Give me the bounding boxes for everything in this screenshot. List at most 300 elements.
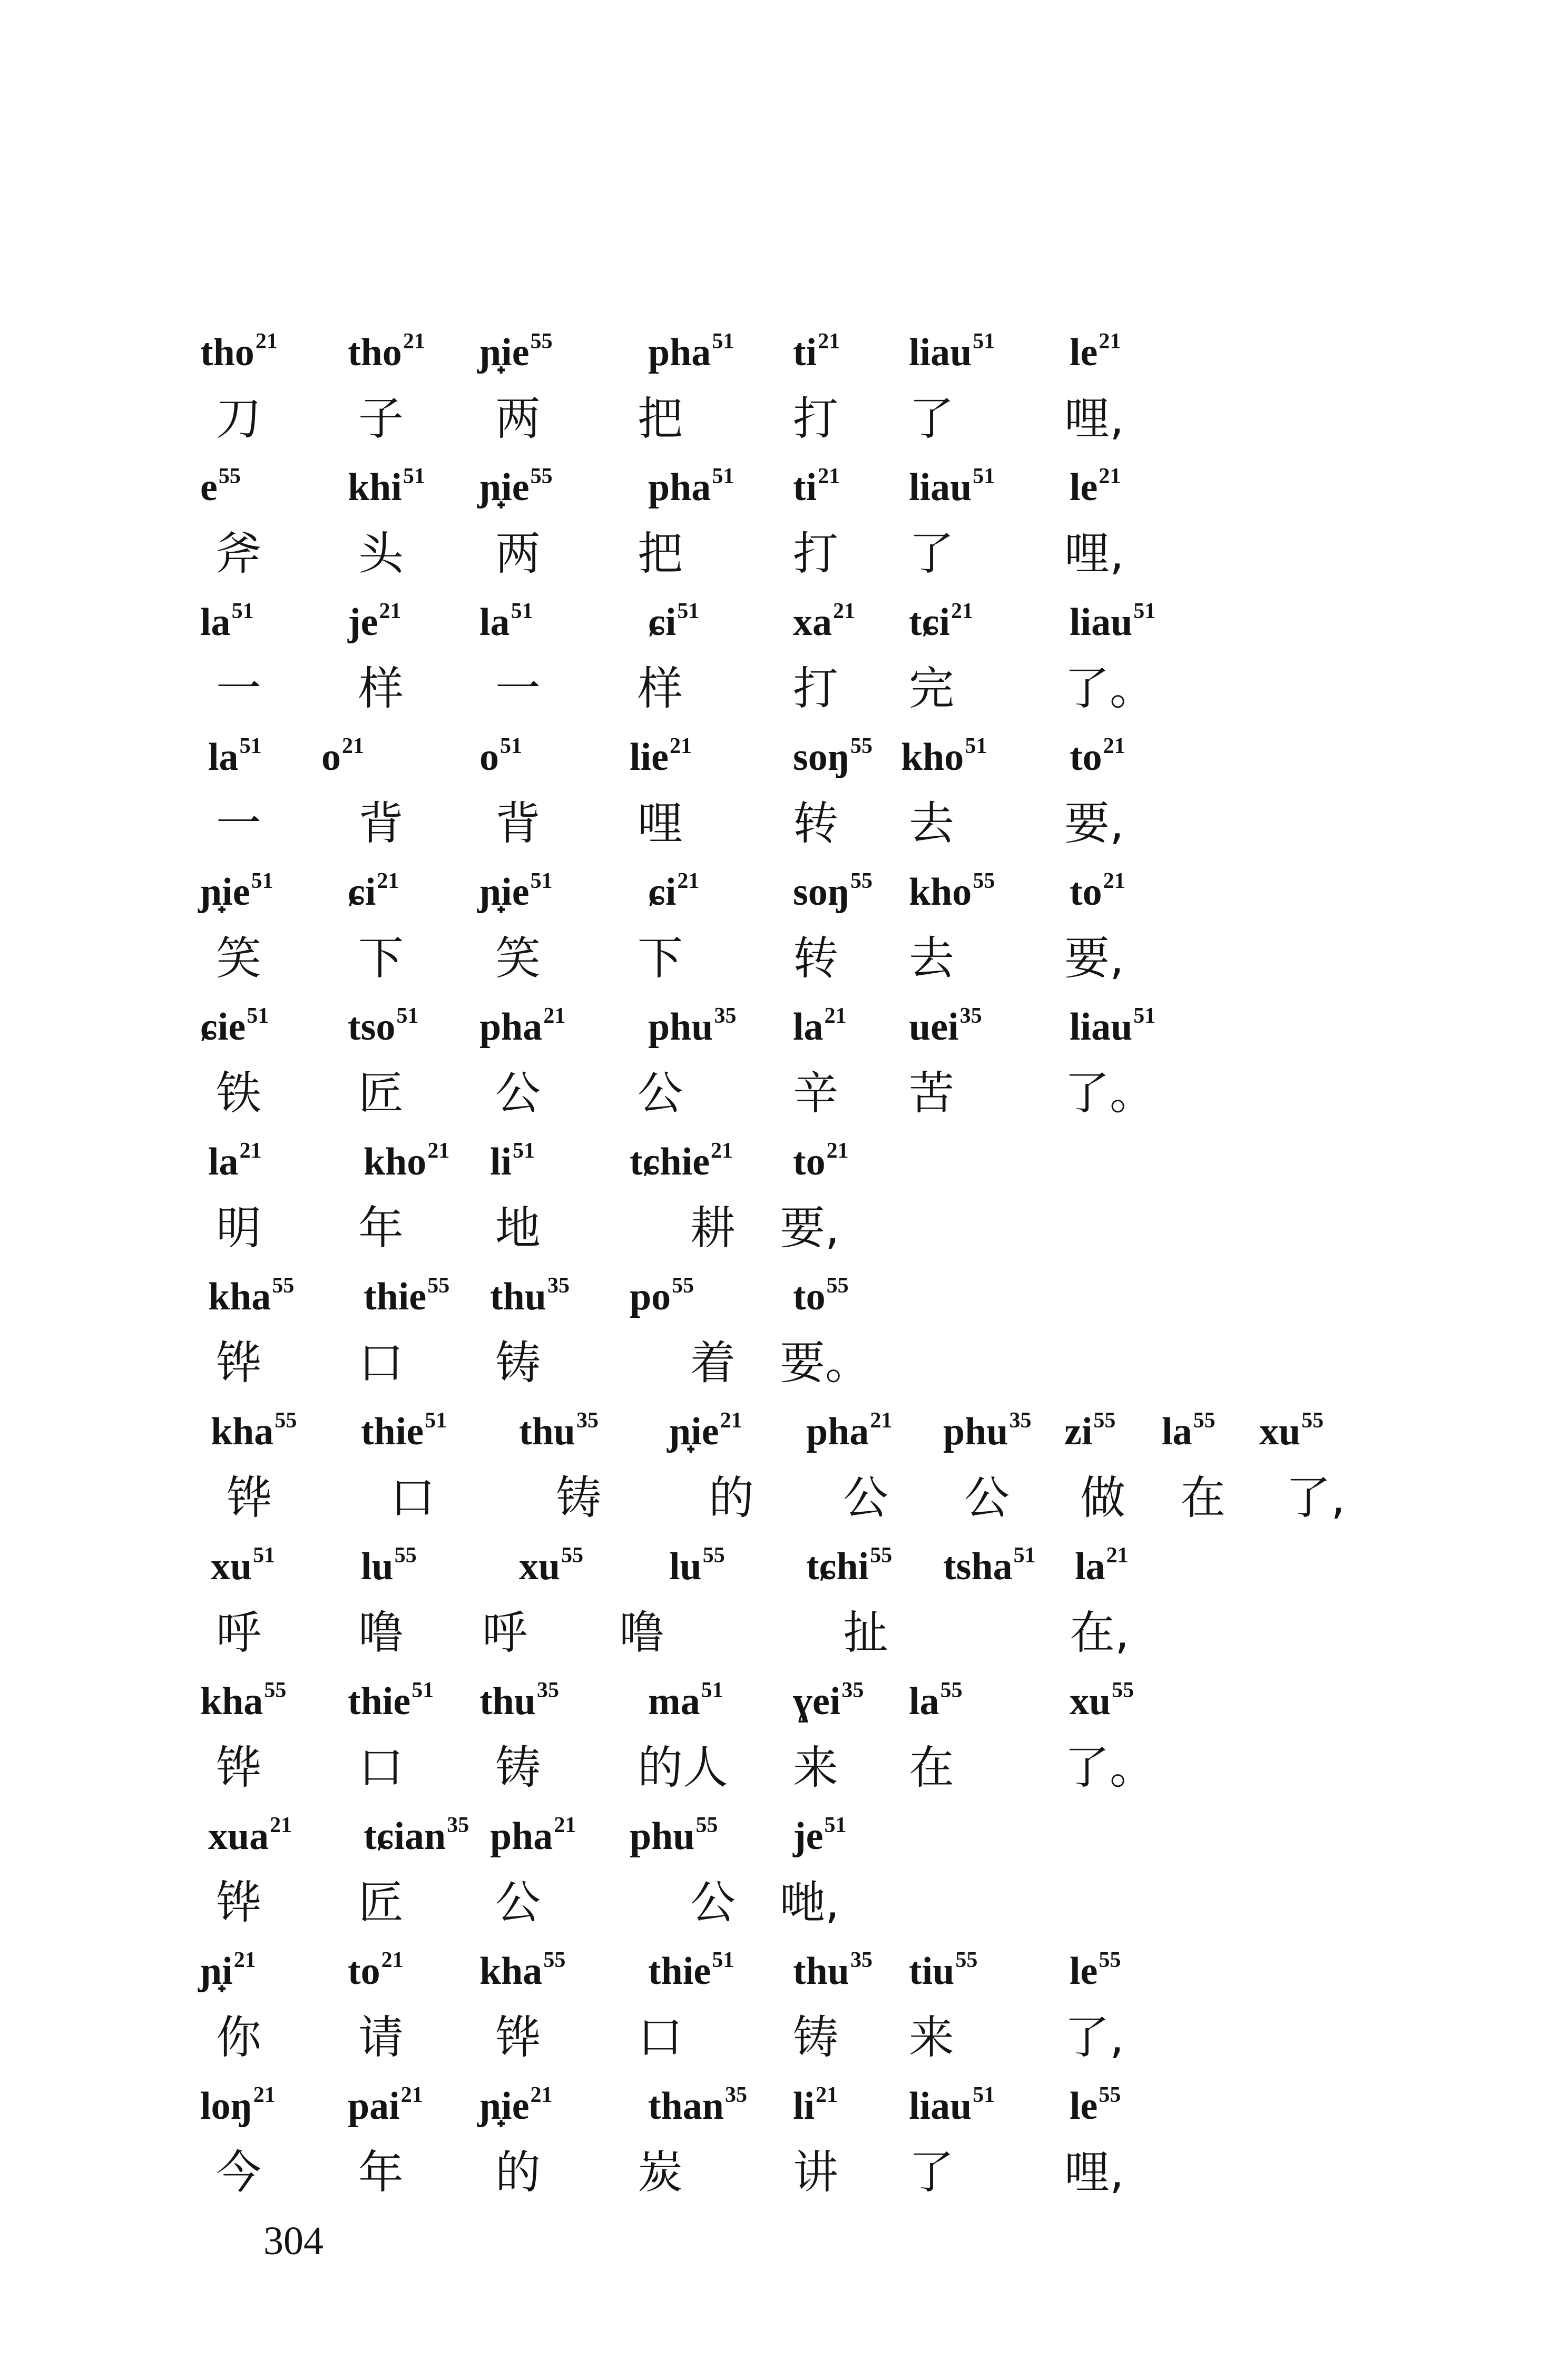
chinese-word: 地: [495, 1202, 541, 1255]
chinese-word: 苦: [909, 1067, 954, 1120]
tone-number: 55: [1193, 1408, 1216, 1433]
syllable: $ɲ̟ie^{55}$: [479, 464, 553, 509]
syllable: $li^{51}$: [490, 1139, 535, 1183]
tone-number: 55: [394, 1543, 417, 1568]
syllable: thu$^{35}$: [490, 1274, 570, 1318]
syllable: $lu^{55}$: [361, 1543, 417, 1588]
tone-number: 21: [381, 1948, 404, 1972]
syllable: $ɲ̟ie^{21}$: [669, 1408, 742, 1453]
chinese-word: 明: [216, 1202, 261, 1255]
chinese-word: 把: [638, 527, 683, 580]
tone-number: 21: [233, 1948, 256, 1972]
chinese-word: 一: [216, 662, 261, 715]
chinese-word: 今: [216, 2146, 261, 2199]
tone-number: 51: [425, 1408, 447, 1433]
syllable: kho$^{21}$: [364, 1139, 450, 1183]
transcription-line: [0, 1267, 1568, 1335]
chinese-word: 打: [793, 527, 838, 580]
syllable: $xu^{51}$: [211, 1543, 276, 1588]
chinese-word: 的: [709, 1472, 754, 1524]
tone-number: 21: [833, 599, 855, 623]
syllable: thie$^{55}$: [364, 1274, 450, 1318]
transcription-line: [0, 997, 1568, 1065]
chinese-word: 铧: [216, 1741, 261, 1794]
syllable: $e^{55}$: [200, 464, 241, 509]
chinese-word: 了,: [1286, 1472, 1346, 1524]
chinese-word: 样: [358, 662, 404, 715]
tone-number: 55: [940, 1678, 963, 1702]
tone-number: 55: [530, 329, 553, 354]
chinese-word: 匠: [358, 1876, 404, 1929]
syllable: $ɲ̟ie^{51}$: [200, 869, 273, 914]
syllable: $la^{55}$: [909, 1678, 963, 1723]
chinese-word: 一: [216, 797, 261, 850]
syllable: pha$^{51}$: [648, 329, 734, 374]
chinese-word: 了。: [1064, 1067, 1155, 1120]
chinese-word: 了: [909, 2146, 954, 2199]
chinese-word: 一: [495, 662, 541, 715]
transcription-line: [0, 1537, 1568, 1605]
syllable: thie$^{51}$: [648, 1948, 734, 1993]
tone-number: 21: [1099, 329, 1121, 354]
chinese-word: 的人: [638, 1741, 728, 1794]
tone-number: 21: [824, 1004, 847, 1028]
chinese-word: 背: [495, 797, 541, 850]
tone-number: 51: [712, 1948, 734, 1972]
transcription-line: [0, 1941, 1568, 2010]
syllable: $la^{21}$: [208, 1139, 262, 1183]
syllable: liau$^{51}$: [909, 464, 995, 509]
chinese-word: 头: [358, 527, 404, 580]
tone-number: 55: [218, 464, 241, 488]
chinese-word: 铸: [495, 1337, 541, 1389]
chinese-word: 在,: [1070, 1607, 1130, 1659]
chinese-word: 做: [1080, 1472, 1125, 1524]
chinese-word: 斧: [216, 527, 261, 580]
tone-number: 55: [275, 1408, 297, 1433]
chinese-word: 的: [495, 2146, 541, 2199]
tone-number: 35: [850, 1948, 873, 1972]
syllable: $to^{21}$: [348, 1948, 404, 1993]
chinese-line: [0, 1874, 1568, 1942]
syllable: khi$^{51}$: [348, 464, 425, 509]
chinese-word: 耕: [690, 1202, 736, 1255]
syllable: $le^{55}$: [1070, 1948, 1121, 1993]
chinese-word: 哩: [638, 797, 683, 850]
chinese-line: [0, 1199, 1568, 1268]
tone-number: 35: [1009, 1408, 1032, 1433]
tone-number: 21: [1099, 464, 1121, 488]
syllable: $je^{51}$: [793, 1813, 847, 1858]
syllable: tho$^{21}$: [200, 329, 278, 374]
tone-number: 55: [973, 869, 995, 893]
syllable: pha$^{21}$: [479, 1004, 566, 1049]
chinese-word: 在: [909, 1741, 954, 1794]
tone-number: 21: [1103, 734, 1125, 758]
tone-number: 21: [554, 1813, 576, 1837]
syllable: liau$^{51}$: [909, 2083, 995, 2128]
syllable: $xa^{21}$: [793, 599, 855, 644]
tone-number: 55: [561, 1543, 584, 1568]
chinese-word: 公: [964, 1472, 1010, 1524]
syllable: ɣei$^{35}$: [793, 1678, 864, 1723]
syllable: $zi^{55}$: [1064, 1408, 1116, 1453]
syllable: tiu$^{55}$: [909, 1948, 978, 1993]
chinese-word: 了。: [1064, 1741, 1155, 1794]
chinese-word: 公: [690, 1876, 736, 1929]
tone-number: 51: [1133, 599, 1156, 623]
syllable: than$^{35}$: [648, 2083, 747, 2128]
chinese-word: 口: [390, 1472, 435, 1524]
chinese-word: 炭: [638, 2146, 683, 2199]
tone-number: 35: [841, 1678, 864, 1702]
chinese-word: 铧: [216, 1337, 261, 1389]
tone-number: 55: [1093, 1408, 1116, 1433]
tone-number: 55: [1099, 1948, 1121, 1972]
syllable: pai$^{21}$: [348, 2083, 423, 2128]
chinese-word: 两: [495, 393, 541, 445]
syllable: tho$^{21}$: [348, 329, 425, 374]
transcription-line: [0, 1671, 1568, 1740]
tone-number: 21: [270, 1813, 292, 1837]
tone-number: 21: [1106, 1543, 1129, 1568]
chinese-word: 要,: [1064, 797, 1124, 850]
syllable: $li^{21}$: [793, 2083, 838, 2128]
syllable: $o^{51}$: [479, 734, 522, 779]
syllable: $xu^{55}$: [1070, 1678, 1134, 1723]
tone-number: 51: [403, 464, 425, 488]
tone-number: 51: [396, 1004, 419, 1028]
chinese-word: 着: [690, 1337, 736, 1389]
tone-number: 35: [724, 2083, 747, 2107]
tone-number: 55: [850, 869, 873, 893]
tone-number: 51: [677, 599, 700, 623]
transcription-line: [0, 1806, 1568, 1875]
syllable: $ma^{51}$: [648, 1678, 723, 1723]
syllable: $le^{55}$: [1070, 2083, 1121, 2128]
syllable: $to^{55}$: [793, 1274, 849, 1318]
tone-number: 21: [400, 2083, 423, 2107]
syllable: kha$^{55}$: [200, 1678, 287, 1723]
syllable: tɕian$^{35}$: [364, 1813, 469, 1858]
syllable: soŋ$^{55}$: [793, 869, 873, 914]
chinese-word: 铧: [495, 2011, 541, 2064]
syllable: liau$^{51}$: [1070, 1004, 1156, 1049]
chinese-word: 两: [495, 527, 541, 580]
tone-number: 51: [530, 869, 553, 893]
syllable: phu$^{35}$: [943, 1408, 1032, 1453]
chinese-word: 笑: [495, 932, 541, 985]
tone-number: 55: [264, 1678, 287, 1702]
tone-number: 21: [669, 734, 692, 758]
transcription-line: [0, 1402, 1568, 1470]
tone-number: 55: [695, 1813, 718, 1837]
syllable: $la^{51}$: [200, 599, 254, 644]
chinese-word: 请: [358, 2011, 404, 2064]
tone-number: 55: [955, 1948, 978, 1972]
tone-number: 21: [677, 869, 700, 893]
syllable: phu$^{35}$: [648, 1004, 737, 1049]
chinese-word: 年: [358, 1202, 404, 1255]
tone-number: 35: [714, 1004, 737, 1028]
tone-number: 35: [547, 1274, 570, 1298]
syllable: $to^{21}$: [793, 1139, 849, 1183]
chinese-word: 公: [638, 1067, 683, 1120]
chinese-word: 要,: [1064, 932, 1124, 985]
chinese-word: 要,: [780, 1202, 840, 1255]
chinese-word: 哩,: [1064, 527, 1124, 580]
tone-number: 21: [253, 2083, 276, 2107]
chinese-word: 铁: [216, 1067, 261, 1120]
syllable: lie$^{21}$: [630, 734, 692, 779]
tone-number: 51: [824, 1813, 847, 1837]
tone-number: 55: [1112, 1678, 1134, 1702]
syllable: $ti^{21}$: [793, 464, 840, 509]
chinese-line: [0, 795, 1568, 863]
chinese-line: [0, 929, 1568, 998]
tone-number: 21: [379, 599, 401, 623]
chinese-word: 铧: [227, 1472, 272, 1524]
tone-number: 51: [1133, 1004, 1156, 1028]
tone-number: 51: [247, 1004, 269, 1028]
transcription-line: [0, 862, 1568, 931]
chinese-word: 完: [909, 662, 954, 715]
syllable: ɕie$^{51}$: [200, 1004, 269, 1049]
chinese-word: 把: [638, 393, 683, 445]
tone-number: 51: [511, 599, 533, 623]
tone-number: 21: [711, 1139, 733, 1163]
tone-number: 21: [720, 1408, 742, 1433]
syllable: xua$^{21}$: [208, 1813, 292, 1858]
chinese-line: [0, 525, 1568, 593]
chinese-word: 辛: [793, 1067, 838, 1120]
syllable: $la^{55}$: [1162, 1408, 1216, 1453]
chinese-word: 铧: [216, 1876, 261, 1929]
syllable: $to^{21}$: [1070, 734, 1125, 779]
tone-number: 51: [253, 1543, 276, 1568]
chinese-word: 下: [358, 932, 404, 985]
chinese-word: 子: [358, 393, 404, 445]
chinese-word: 去: [909, 932, 954, 985]
tone-number: 55: [702, 1543, 725, 1568]
chinese-word: 铸: [495, 1741, 541, 1794]
syllable: $ti^{21}$: [793, 329, 840, 374]
chinese-word: 来: [909, 2011, 954, 2064]
page-number: 304: [263, 2219, 324, 2263]
tone-number: 21: [1103, 869, 1125, 893]
tone-number: 21: [342, 734, 364, 758]
tone-number: 55: [1301, 1408, 1324, 1433]
tone-number: 55: [543, 1948, 566, 1972]
tone-number: 51: [973, 329, 995, 354]
syllable: $la^{21}$: [793, 1004, 847, 1049]
syllable: kho$^{51}$: [901, 734, 987, 779]
tone-number: 51: [712, 329, 734, 354]
chinese-word: 了。: [1064, 662, 1155, 715]
syllable: phu$^{55}$: [630, 1813, 718, 1858]
syllable: $to^{21}$: [1070, 869, 1125, 914]
syllable: thie$^{51}$: [361, 1408, 447, 1453]
syllable: liau$^{51}$: [1070, 599, 1156, 644]
tone-number: 21: [826, 1139, 849, 1163]
chinese-word: 匠: [358, 1067, 404, 1120]
syllable: tɕhi$^{55}$: [806, 1543, 893, 1588]
tone-number: 51: [973, 2083, 995, 2107]
tone-number: 51: [712, 464, 734, 488]
chinese-word: 打: [793, 662, 838, 715]
transcription-line: [0, 457, 1568, 526]
syllable: $le^{21}$: [1070, 464, 1121, 509]
tone-number: 21: [818, 329, 840, 354]
transcription-line: [0, 592, 1568, 661]
chinese-line: [0, 660, 1568, 728]
tone-number: 51: [1013, 1543, 1036, 1568]
tone-number: 21: [255, 329, 278, 354]
syllable: ɕi$^{21}$: [348, 869, 399, 914]
tone-number: 21: [403, 329, 425, 354]
chinese-word: 呼: [216, 1607, 261, 1659]
tone-number: 21: [530, 2083, 553, 2107]
syllable: $xu^{55}$: [519, 1543, 584, 1588]
chinese-word: 转: [793, 932, 838, 985]
syllable: $ɲ̟ie^{55}$: [479, 329, 553, 374]
tone-number: 55: [530, 464, 553, 488]
chinese-word: 你: [216, 2011, 261, 2064]
chinese-word: 来: [793, 1741, 838, 1794]
syllable: $la^{51}$: [479, 599, 533, 644]
syllable: $po^{55}$: [630, 1274, 694, 1318]
tone-number: 51: [513, 1139, 535, 1163]
syllable: kho$^{55}$: [909, 869, 995, 914]
tone-number: 51: [500, 734, 522, 758]
chinese-word: 下: [638, 932, 683, 985]
chinese-word: 口: [358, 1337, 404, 1389]
chinese-word: 样: [638, 662, 683, 715]
syllable: $la^{51}$: [208, 734, 262, 779]
tone-number: 51: [701, 1678, 723, 1702]
syllable: tso$^{51}$: [348, 1004, 419, 1049]
chinese-word: 了: [909, 527, 954, 580]
chinese-word: 讲: [793, 2146, 838, 2199]
chinese-word: 扯: [843, 1607, 888, 1659]
chinese-word: 噜: [358, 1607, 404, 1659]
syllable: $o^{21}$: [321, 734, 364, 779]
tone-number: 21: [816, 2083, 838, 2107]
syllable: ɕi$^{51}$: [648, 599, 700, 644]
chinese-word: 哩,: [1064, 2146, 1124, 2199]
syllable: ɕi$^{21}$: [648, 869, 700, 914]
chinese-word: 打: [793, 393, 838, 445]
syllable: soŋ$^{55}$: [793, 734, 873, 779]
chinese-line: [0, 2144, 1568, 2212]
tone-number: 35: [959, 1004, 982, 1028]
chinese-word: 口: [638, 2011, 683, 2064]
syllable: $je^{21}$: [348, 599, 401, 644]
tone-number: 21: [427, 1139, 450, 1163]
syllable: pha$^{21}$: [806, 1408, 893, 1453]
tone-number: 21: [870, 1408, 893, 1433]
chinese-line: [0, 1604, 1568, 1672]
chinese-word: 哩,: [1064, 393, 1124, 445]
syllable: liau$^{51}$: [909, 329, 995, 374]
syllable: $ɲ̟ie^{51}$: [479, 869, 553, 914]
syllable: $xu^{55}$: [1259, 1408, 1324, 1453]
tone-number: 21: [543, 1004, 566, 1028]
chinese-word: 铸: [793, 2011, 838, 2064]
chinese-word: 刀: [216, 393, 261, 445]
transcription-line: [0, 2076, 1568, 2145]
chinese-line: [0, 1739, 1568, 1807]
syllable: $ɲ̟i^{21}$: [200, 1948, 256, 1993]
syllable: tɕi$^{21}$: [909, 599, 974, 644]
chinese-word: 哋,: [780, 1876, 840, 1929]
chinese-word: 要。: [780, 1337, 870, 1389]
tone-number: 55: [1099, 2083, 1121, 2107]
syllable: pha$^{21}$: [490, 1813, 576, 1858]
chinese-word: 去: [909, 797, 954, 850]
syllable: kha$^{55}$: [479, 1948, 566, 1993]
tone-number: 51: [965, 734, 987, 758]
syllable: kha$^{55}$: [211, 1408, 297, 1453]
tone-number: 35: [447, 1813, 469, 1837]
tone-number: 55: [272, 1274, 295, 1298]
chinese-word: 噜: [619, 1607, 664, 1659]
syllable: loŋ$^{21}$: [200, 2083, 276, 2128]
chinese-word: 转: [793, 797, 838, 850]
tone-number: 51: [973, 464, 995, 488]
chinese-word: 了: [909, 393, 954, 445]
tone-number: 55: [427, 1274, 450, 1298]
chinese-word: 了,: [1064, 2011, 1124, 2064]
tone-number: 55: [870, 1543, 893, 1568]
chinese-word: 年: [358, 2146, 404, 2199]
syllable: kha$^{55}$: [208, 1274, 295, 1318]
chinese-word: 铸: [556, 1472, 601, 1524]
chinese-line: [0, 1064, 1568, 1133]
chinese-word: 公: [495, 1876, 541, 1929]
tone-number: 55: [672, 1274, 694, 1298]
chinese-word: 口: [358, 1741, 404, 1794]
syllable: thu$^{35}$: [479, 1678, 559, 1723]
tone-number: 21: [818, 464, 840, 488]
tone-number: 51: [231, 599, 254, 623]
transcription-line: [0, 322, 1568, 391]
tone-number: 21: [951, 599, 974, 623]
syllable: $le^{21}$: [1070, 329, 1121, 374]
tone-number: 55: [850, 734, 873, 758]
syllable: thu$^{35}$: [793, 1948, 873, 1993]
transcription-line: [0, 1132, 1568, 1200]
tone-number: 51: [239, 734, 262, 758]
tone-number: 51: [411, 1678, 434, 1702]
chinese-word: 公: [495, 1067, 541, 1120]
syllable: thie$^{51}$: [348, 1678, 434, 1723]
chinese-line: [0, 390, 1568, 458]
tone-number: 21: [239, 1139, 262, 1163]
syllable: $ɲ̟ie^{21}$: [479, 2083, 553, 2128]
syllable: $la^{21}$: [1075, 1543, 1129, 1588]
chinese-word: 笑: [216, 932, 261, 985]
chinese-line: [0, 2009, 1568, 2077]
syllable: pha$^{51}$: [648, 464, 734, 509]
chinese-word: 呼: [482, 1607, 527, 1659]
tone-number: 35: [536, 1678, 559, 1702]
chinese-word: 背: [358, 797, 404, 850]
syllable: thu$^{35}$: [519, 1408, 599, 1453]
syllable: uei$^{35}$: [909, 1004, 982, 1049]
tone-number: 35: [576, 1408, 599, 1433]
tone-number: 55: [826, 1274, 849, 1298]
